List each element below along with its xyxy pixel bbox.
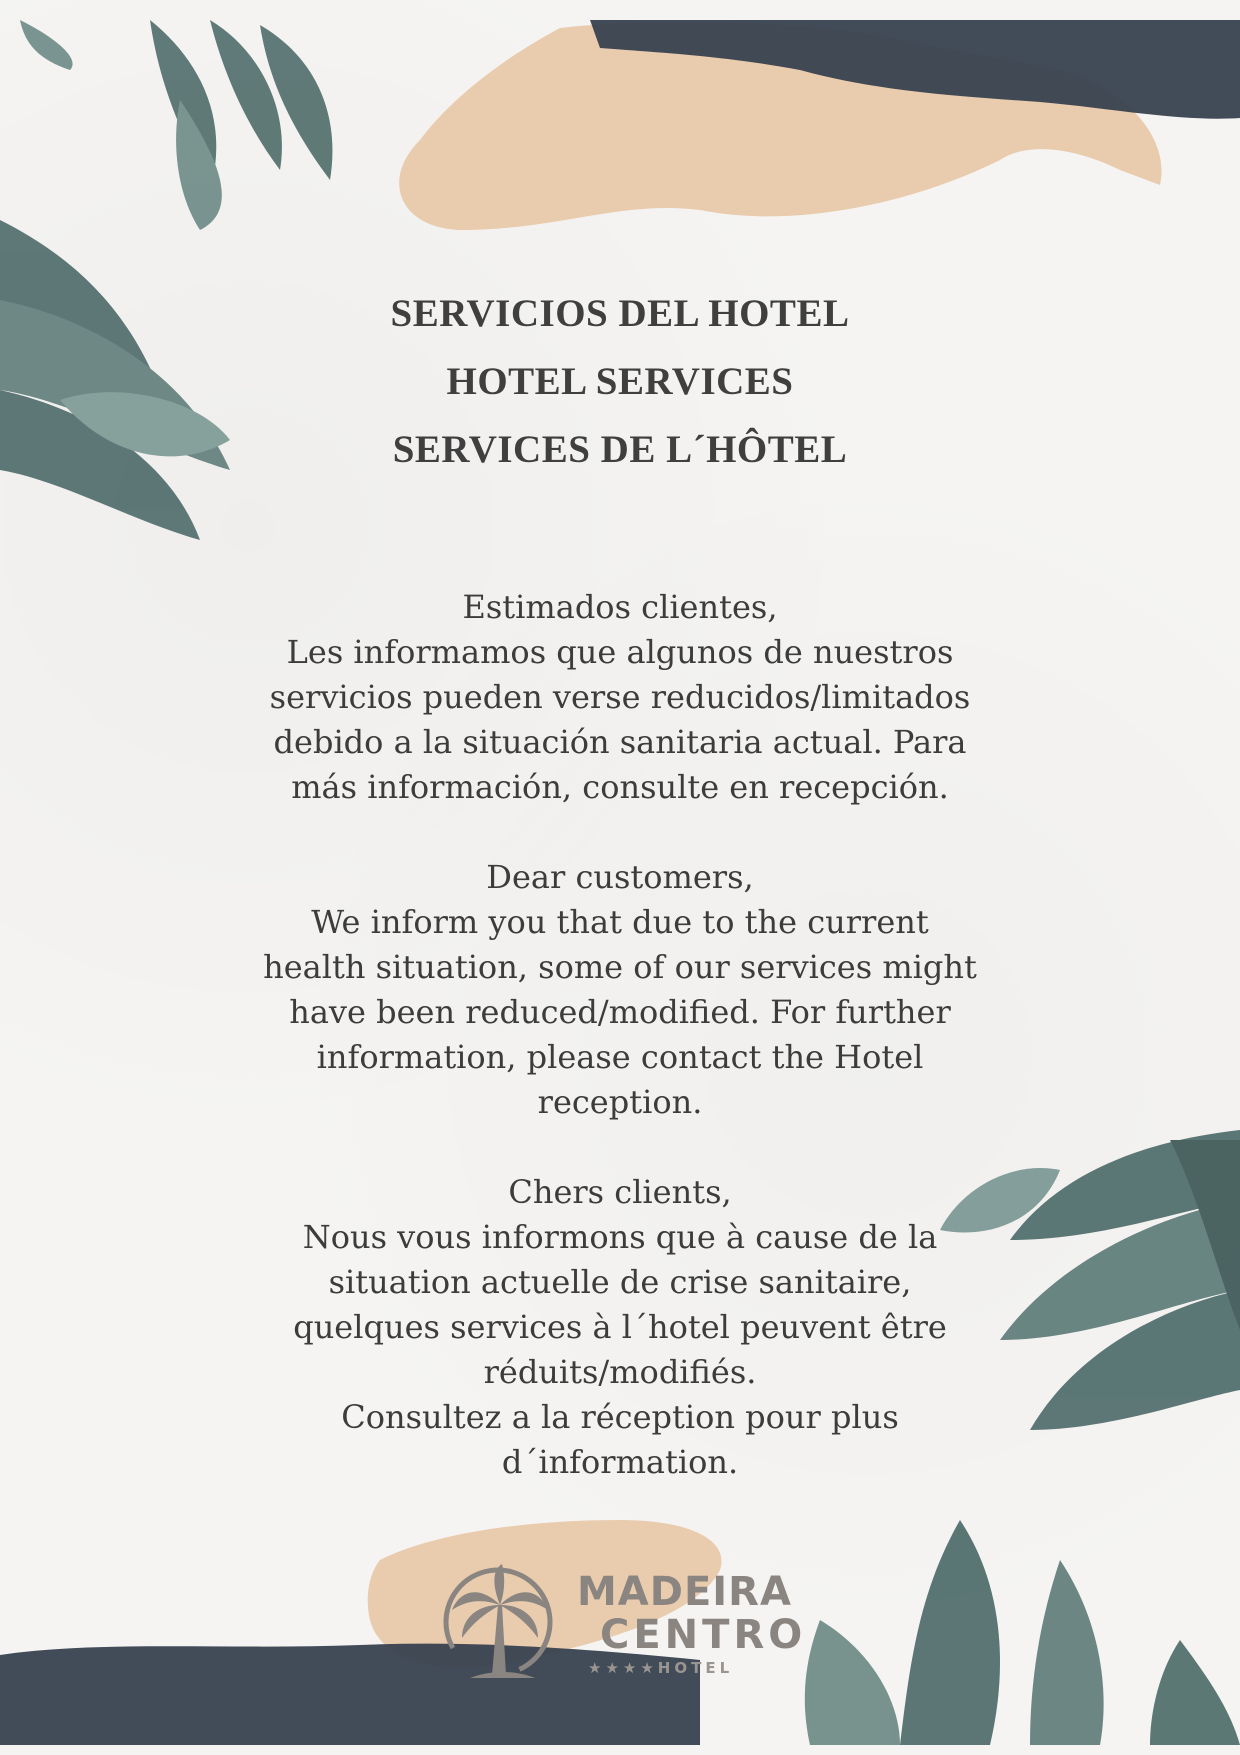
paragraph-line: reception.	[537, 1083, 703, 1121]
paragraph-line: Les informamos que algunos de nuestros	[286, 633, 954, 671]
greeting-english: Dear customers,	[486, 858, 754, 896]
paragraph-line: health situation, some of our services might	[263, 948, 977, 986]
paragraph-line: We inform you that due to the current	[311, 903, 929, 941]
title-spanish: SERVICIOS DEL HOTEL	[390, 292, 850, 335]
paragraph-line: situation actuelle de crise sanitaire,	[328, 1263, 912, 1301]
palm-tree-icon	[440, 1560, 560, 1690]
hotel-logo	[440, 1555, 807, 1695]
paragraph-line: information, please contact the Hotel	[316, 1038, 924, 1076]
paragraph-line: have been reduced/modified. For further	[289, 993, 951, 1031]
paragraph-line: réduits/modifiés.	[483, 1353, 757, 1391]
title-english: HOTEL SERVICES	[446, 360, 794, 403]
paragraph-line: Consultez a la réception pour plus	[341, 1398, 899, 1436]
paragraph-english	[205, 855, 1035, 1125]
greeting-french: Chers clients,	[508, 1173, 732, 1211]
title-french: SERVICES DE L´HÔTEL	[392, 428, 848, 471]
paragraph-line: quelques services à l´hotel peuvent être	[293, 1308, 947, 1346]
paragraph-line: más información, consulte en recepción.	[291, 768, 949, 806]
logo-line2: CENTRO	[600, 1612, 807, 1658]
leaf-cluster-bottom-right	[805, 1520, 1240, 1745]
paragraph-line: debido a la situación sanitaria actual. Para	[273, 723, 967, 761]
leaf-cluster-top-left	[20, 20, 332, 230]
paragraph-line: servicios pueden verse reducidos/limitados	[269, 678, 971, 716]
paragraph-spanish	[205, 585, 1035, 810]
logo-line1: MADEIRA	[577, 1569, 792, 1615]
paragraph-french	[205, 1170, 1035, 1485]
paragraph-line: Nous vous informons que à cause de la	[302, 1218, 938, 1256]
greeting-spanish: Estimados clientes,	[462, 588, 778, 626]
paragraph-line: d´information.	[501, 1443, 739, 1481]
logo-line3: ★★★★HOTEL	[588, 1659, 734, 1677]
title-block	[0, 280, 1240, 484]
notice-body	[205, 585, 1035, 1530]
